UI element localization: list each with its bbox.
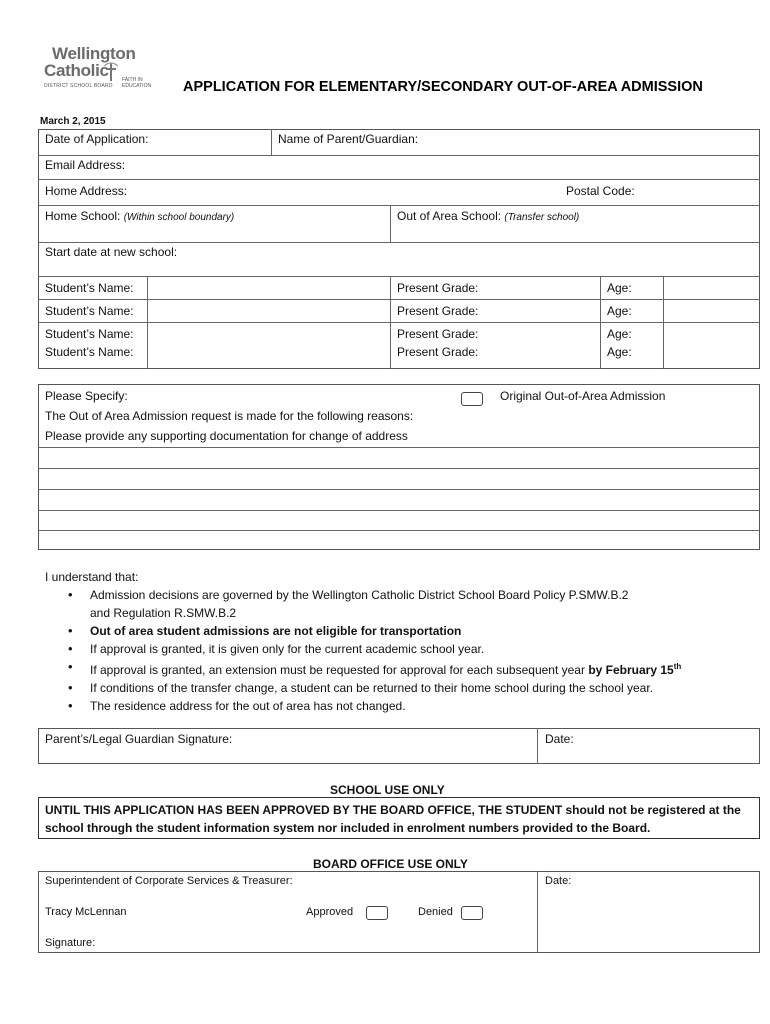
out-of-area-school-note: (Transfer school)	[504, 212, 580, 223]
list-item: • Admission decisions are governed by the Wellington Catholic District School Board Policy P.SMW.B.2 and Regulation R.SMW.B.2	[70, 586, 750, 622]
age-label: Age:	[607, 345, 632, 359]
reasons-instruction: The Out of Area Admission request is made for the following reasons:	[45, 409, 414, 423]
home-school-note: (Within school boundary)	[123, 212, 235, 223]
list-item: • If conditions of the transfer change, a student can be returned to their home school during the school year.	[70, 679, 750, 697]
list-item: • Out of area student admissions are not eligible for transportation	[70, 622, 750, 640]
logo-line-3: DISTRICT SCHOOL BOARD	[44, 83, 113, 89]
school-use-line-2: school through the student information system nor included in enrolment numbers provided to the Board.	[45, 821, 651, 835]
age-label: Age:	[607, 304, 632, 318]
denied-label: Denied	[418, 906, 453, 918]
board-use-heading: BOARD OFFICE USE ONLY	[313, 857, 468, 871]
present-grade-label: Present Grade:	[397, 327, 479, 341]
present-grade-label: Present Grade:	[397, 281, 479, 295]
start-date-label: Start date at new school:	[45, 245, 178, 259]
board-date-label: Date:	[545, 875, 572, 887]
student-name-label: Student’s Name:	[45, 345, 134, 359]
parent-signature-label: Parent’s/Legal Guardian Signature:	[45, 732, 233, 746]
school-use-heading: SCHOOL USE ONLY	[330, 783, 445, 797]
superintendent-name: Tracy McLennan	[45, 906, 127, 918]
home-school-text: Home School:	[45, 209, 121, 223]
page-title: APPLICATION FOR ELEMENTARY/SECONDARY OUT-OF-AREA ADMISSION	[183, 79, 703, 95]
student-name-label: Student’s Name:	[45, 304, 134, 318]
age-label: Age:	[607, 281, 632, 295]
postal-code-label: Postal Code:	[566, 184, 635, 198]
out-of-area-school-label	[397, 209, 579, 223]
logo-line-1: Wellington	[52, 44, 136, 63]
school-use-line-1: UNTIL THIS APPLICATION HAS BEEN APPROVED BY THE BOARD OFFICE, THE STUDENT should not be registered at the	[45, 803, 741, 817]
age-label: Age:	[607, 327, 632, 341]
home-school-label	[45, 209, 234, 223]
student-name-label: Student’s Name:	[45, 281, 134, 295]
home-address-label: Home Address:	[45, 184, 128, 198]
signature-date-label: Date:	[545, 732, 574, 746]
board-logo	[40, 44, 165, 96]
parent-name-label: Name of Parent/Guardian:	[278, 132, 419, 146]
present-grade-label: Present Grade:	[397, 304, 479, 318]
original-admission-checkbox[interactable]	[461, 392, 483, 406]
understand-intro: I understand that:	[45, 570, 139, 584]
form-date: March 2, 2015	[40, 116, 106, 127]
list-item: • If approval is granted, it is given only for the current academic school year.	[70, 640, 750, 658]
out-of-area-school-text: Out of Area School:	[397, 209, 502, 223]
present-grade-label: Present Grade:	[397, 345, 479, 359]
denied-checkbox[interactable]	[461, 906, 483, 920]
cross-icon	[102, 62, 120, 82]
approved-label: Approved	[306, 906, 354, 918]
student-name-label: Student’s Name:	[45, 327, 134, 341]
original-admission-label: Original Out-of-Area Admission	[500, 389, 666, 403]
documentation-instruction: Please provide any supporting documentation for change of address	[45, 429, 408, 443]
date-of-application-label: Date of Application:	[45, 132, 149, 146]
list-item: • The residence address for the out of area has not changed.	[70, 697, 750, 715]
logo-tagline: FAITH IN EDUCATION	[122, 77, 152, 89]
board-signature-label: Signature:	[45, 937, 96, 949]
conditions-list	[70, 586, 750, 715]
approved-checkbox[interactable]	[366, 906, 388, 920]
logo-line-2: Catholic	[44, 61, 109, 80]
email-label: Email Address:	[45, 158, 126, 172]
superintendent-label: Superintendent of Corporate Services & Treasurer:	[45, 875, 293, 887]
list-item: • If approval is granted, an extension must be requested for approval for each subsequent year by February 15th	[70, 658, 750, 679]
please-specify-label: Please Specify:	[45, 389, 128, 403]
